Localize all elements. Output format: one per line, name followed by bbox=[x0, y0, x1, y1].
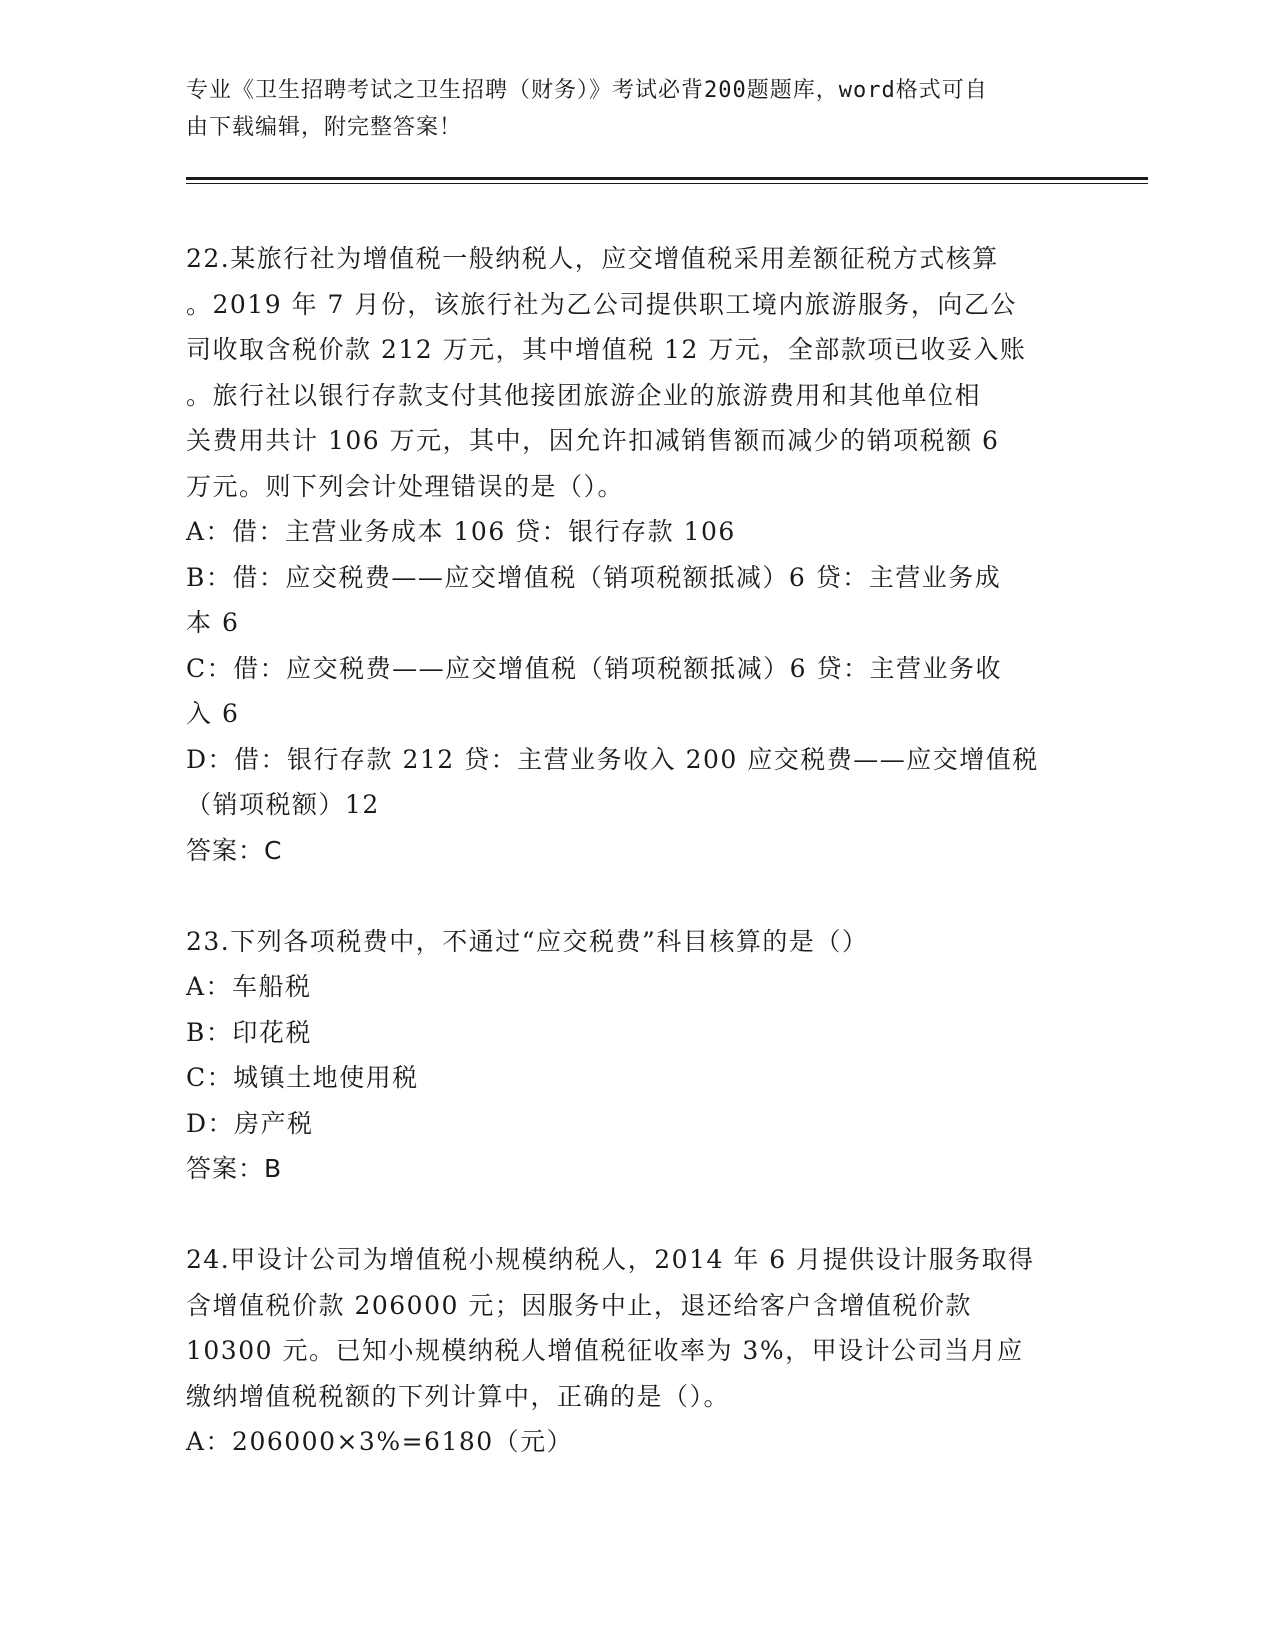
option-line: A：借：主营业务成本 106 贷：银行存款 106 bbox=[186, 517, 736, 546]
option-line: 本 6 bbox=[186, 608, 240, 637]
option-line: B：借：应交税费——应交增值税（销项税额抵减）6 贷：主营业务成 bbox=[186, 562, 1002, 592]
question-stem-line: 万元。则下列会计处理错误的是（）。 bbox=[186, 471, 625, 501]
header-rule-thin bbox=[186, 183, 1148, 184]
option-line: A：车船税 bbox=[186, 972, 312, 1001]
header-rule-thick bbox=[186, 177, 1148, 180]
question-stem-line: 10300 元。已知小规模纳税人增值税征收率为 3%，甲设计公司当月应 bbox=[186, 1336, 1024, 1365]
question-stem-line: 司收取含税价款 212 万元，其中增值税 12 万元，全部款项已收妥入账 bbox=[186, 335, 1027, 364]
question-23 bbox=[186, 919, 1086, 1192]
question-list bbox=[186, 236, 1086, 1465]
option-line: C：城镇土地使用税 bbox=[186, 1063, 419, 1092]
spacer bbox=[186, 873, 1086, 919]
question-stem-line: 含增值税价款 206000 元；因服务中止，退还给客户含增值税价款 bbox=[186, 1290, 972, 1320]
option-line: B：印花税 bbox=[186, 1017, 312, 1047]
question-stem-line: 22.某旅行社为增值税一般纳税人，应交增值税采用差额征税方式核算 bbox=[186, 244, 999, 273]
option-line: （销项税额）12 bbox=[186, 790, 380, 819]
option-line: C：借：应交税费——应交增值税（销项税额抵减）6 贷：主营业务收 bbox=[186, 653, 1002, 683]
answer-label: 答案：C bbox=[186, 835, 283, 865]
question-24 bbox=[186, 1237, 1086, 1465]
document-header bbox=[186, 72, 1066, 146]
option-line: 入 6 bbox=[186, 699, 240, 728]
spacer bbox=[186, 1192, 1086, 1238]
question-stem-line: 。2019 年 7 月份，该旅行社为乙公司提供职工境内旅游服务，向乙公 bbox=[186, 289, 1017, 319]
question-stem-line: 关费用共计 106 万元，其中，因允许扣减销售额而减少的销项税额 6 bbox=[186, 426, 1000, 455]
question-stem-line: 缴纳增值税税额的下列计算中，正确的是（）。 bbox=[186, 1381, 731, 1411]
question-22 bbox=[186, 236, 1086, 873]
header-line-1: 专业《卫生招聘考试之卫生招聘（财务）》考试必背200题题库，word格式可自 bbox=[186, 78, 988, 103]
option-line: A：206000×3%=6180（元） bbox=[186, 1427, 574, 1456]
option-line: D：借：银行存款 212 贷：主营业务收入 200 应交税费——应交增值税 bbox=[186, 744, 1039, 774]
question-stem-line: 。旅行社以银行存款支付其他接团旅游企业的旅游费用和其他单位相 bbox=[186, 380, 982, 410]
answer-label: 答案：B bbox=[186, 1154, 283, 1183]
question-stem-line: 23.下列各项税费中，不通过“应交税费”科目核算的是（） bbox=[186, 926, 869, 956]
option-line: D：房产税 bbox=[186, 1108, 314, 1138]
question-stem-line: 24.甲设计公司为增值税小规模纳税人，2014 年 6 月提供设计服务取得 bbox=[186, 1245, 1035, 1274]
header-line-2: 由下载编辑，附完整答案！ bbox=[186, 115, 463, 140]
